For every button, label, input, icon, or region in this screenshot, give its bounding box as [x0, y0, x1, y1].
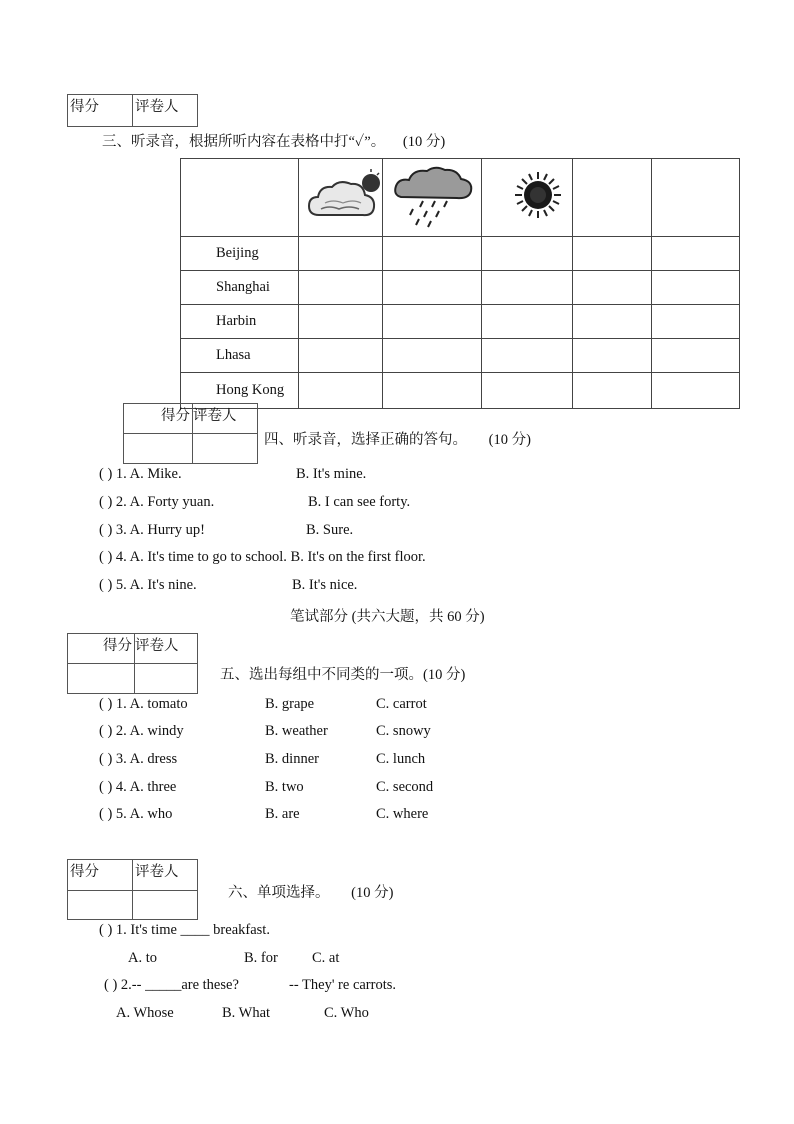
city-shanghai: Shanghai [181, 271, 299, 305]
list-item: ( ) 3. A. dress [99, 751, 178, 767]
sunny-icon [482, 159, 572, 231]
city-beijing: Beijing [181, 237, 299, 271]
list-item: ( ) 5. A. who [99, 806, 173, 822]
sunny-icon-cell [482, 159, 573, 237]
list-item: ( ) 4. A. three [99, 779, 177, 795]
score-box [67, 94, 198, 127]
section5-title: 五、选出每组中不同类的一项。(10 分) [220, 667, 466, 683]
written-section-header: 笔试部分 (共六大题，共 60 分) [290, 609, 485, 625]
list-item: ( ) 2. A. Forty yuan. [99, 494, 215, 510]
score-label: 得分 [68, 634, 135, 664]
section4-title: 四、听录音，选择正确的答句。 (10 分) [264, 432, 531, 448]
list-item: ( ) 2. A. windy [99, 723, 184, 739]
cloudy-icon-cell [299, 159, 383, 237]
list-item: ( ) 3. A. Hurry up! [99, 522, 205, 538]
grader-label: 评卷人 [193, 404, 258, 434]
list-item: ( ) 4. A. It's time to go to school. B. It's on the first floor. [99, 549, 426, 565]
city-harbin: Harbin [181, 305, 299, 339]
grader-label: 评卷人 [135, 634, 198, 664]
grader-label: 评卷人 [133, 860, 198, 891]
score-box [123, 403, 258, 464]
score-label: 得分 [68, 95, 133, 127]
score-box [67, 633, 198, 694]
score-box [67, 859, 198, 920]
score-label: 得分 [124, 404, 193, 434]
question-2: ( ) 2.-- _____are these? [104, 977, 239, 993]
rain-icon-cell [383, 159, 482, 237]
weather-table [180, 158, 740, 409]
rain-icon [383, 159, 481, 231]
city-lhasa: Lhasa [181, 339, 299, 373]
list-item: ( ) 5. A. It's nine. [99, 577, 197, 593]
question-1: ( ) 1. It's time ____ breakfast. [99, 922, 270, 938]
list-item: ( ) 1. A. tomato [99, 696, 188, 712]
section6-title: 六、单项选择。 (10 分) [228, 885, 394, 901]
list-item: ( ) 1. A. Mike. [99, 466, 182, 482]
cloudy-icon [299, 159, 382, 231]
grader-label: 评卷人 [133, 95, 198, 127]
city-hong-kong: Hong Kong [181, 373, 299, 409]
score-label: 得分 [68, 860, 133, 891]
section3-title: 三、听录音，根据所听内容在表格中打“✓”。 (10 分) [102, 134, 446, 150]
